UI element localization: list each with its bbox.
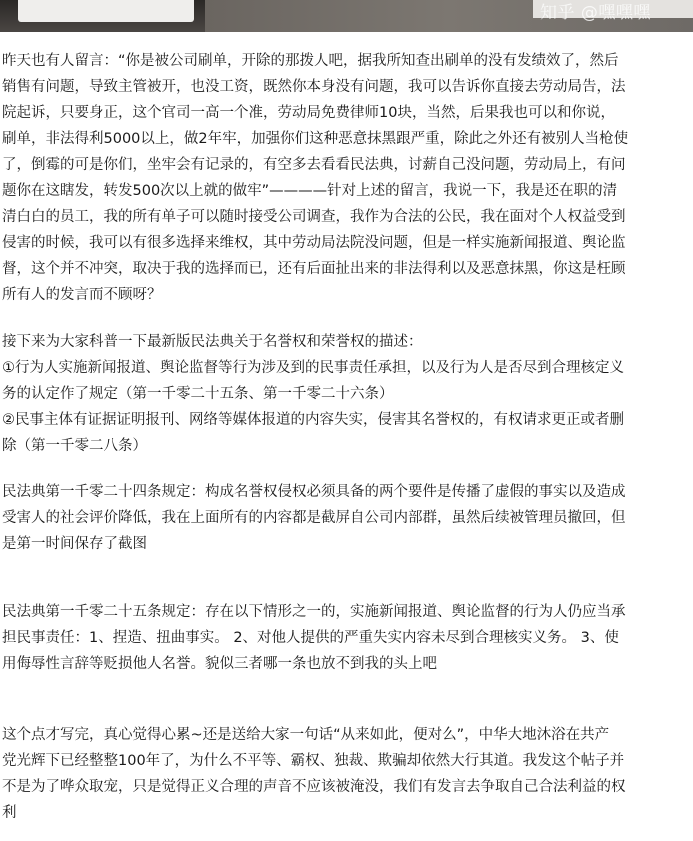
zhihu-watermark: 知乎 @嘿嘿嘿 (540, 3, 651, 23)
text-line: 民法典第一千零二十五条规定：存在以下情形之一的，实施新闻报道、舆论监督的行为人仍应当承 (2, 604, 626, 620)
text-line: 党光辉下已经整整100年了，为什么不平等、霸权、独裁、欺骗却依然大行其道。我发这个帖子并 (2, 753, 625, 769)
text-line: 接下来为大家科普一下最新版民法典关于名誉权和荣誉权的描述： (2, 334, 423, 350)
text-line: 务的认定作了规定（第一千零二十五条、第一千零二十六条） (2, 386, 394, 402)
text-line: 刷单，非法得利5000以上，做2年牢，加强你们这种恶意抹黑跟严重，除此之外还有被别人当枪使 (2, 131, 629, 147)
text-line: 院起诉，只要身正，这个官司一高一个准，劳动局免费律师10块，当然，后果我也可以和你说， (2, 105, 615, 121)
text-line: 除（第一千零二八条） (2, 438, 147, 454)
text-line: 督，这个并不冲突，取决于我的选择而已，还有后面扯出来的非法得利以及恶意抹黑，你这是枉顾 (2, 261, 626, 277)
text-line: 所有人的发言而不顾呀？ (2, 287, 162, 303)
text-line: 利 (2, 805, 17, 821)
paragraph-closing (0, 722, 691, 826)
text-line: ①行为人实施新闻报道、舆论监督等行为涉及到的民事责任承担，以及行为人是否尽到合理核定义 (2, 360, 624, 376)
text-line: 是第一时间保存了截图 (2, 536, 147, 552)
text-line: 受害人的社会评价降低，我在上面所有的内容都是截屏自公司内部群，虽然后续被管理员撤回，但 (2, 510, 626, 526)
text-line: 了，倒霉的可是你们，坐牢会有记录的，有空多去看看民法典，讨薪自己没问题，劳动局上，有问 (2, 157, 626, 173)
text-line: 侵害的时候，我可以有很多选择来维权，其中劳动局法院没问题，但是一样实施新闻报道、舆论监 (2, 235, 626, 251)
header-image-left-frame (0, 0, 205, 32)
text-line: 销售有问题，导致主管被开，也没工资，既然你本身没有问题，我可以告诉你直接去劳动局告，法 (2, 79, 626, 95)
text-line: 用侮辱性言辞等贬损他人名誉。貌似三者哪一条也放不到我的头上吧 (2, 656, 437, 672)
paragraph-article-1025 (0, 599, 691, 677)
text-line: 这个点才写完，真心觉得心累~还是送给大家一句话“从来如此，便对么”，中华大地沐浴在共产 (2, 727, 610, 743)
header-image-card (18, 0, 194, 22)
paragraph-article-1024 (0, 479, 691, 557)
paragraph-reply-to-comment (0, 48, 691, 308)
text-line: ②民事主体有证据证明报刊、网络等媒体报道的内容失实，侵害其名誉权的，有权请求更正或者删 (2, 412, 624, 428)
paragraph-civil-code-intro (0, 329, 691, 459)
header-image (0, 0, 693, 32)
text-line: 清白白的员工，我的所有单子可以随时接受公司调查，我作为合法的公民，我在面对个人权益受到 (2, 209, 626, 225)
text-line: 昨天也有人留言：“你是被公司刷单，开除的那拨人吧，据我所知查出刷单的没有发绩效了，然后 (2, 53, 619, 69)
text-line: 不是为了哗众取宠，只是觉得正义合理的声音不应该被淹没，我们有发言去争取自己合法利益的权 (2, 779, 626, 795)
text-line: 民法典第一千零二十四条规定：构成名誉权侵权必须具备的两个要件是传播了虚假的事实以及造成 (2, 484, 626, 500)
text-line: 担民事责任：1、捏造、扭曲事实。 2、对他人提供的严重失实内容未尽到合理核实义务。 3、使 (2, 630, 619, 646)
text-line: 题你在这瞎发，转发500次以上就的做牢”————针对上述的留言，我说一下，我是还在职的清 (2, 183, 618, 199)
